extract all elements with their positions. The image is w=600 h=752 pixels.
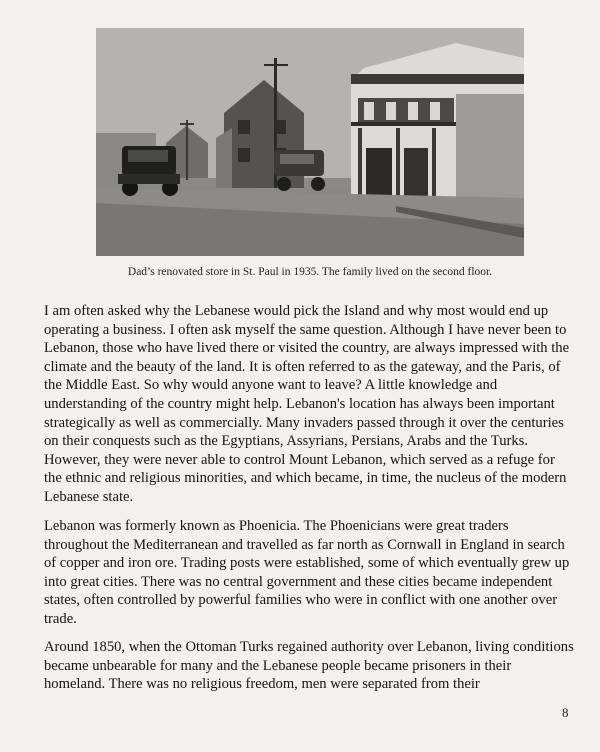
historic-street-photo-icon bbox=[96, 28, 524, 256]
page-number: 8 bbox=[562, 705, 569, 720]
photo-caption: Dad’s renovated store in St. Paul in 1935. The family lived on the second floor. bbox=[127, 266, 493, 278]
paragraph-2: Lebanon was formerly known as Phoenicia. The Phoenicians were great traders throughout the Mediterranean and travelled as far north as Cornwall in England in search of copper and iron ore. Trading posts were established, some of which eventually grew up into great cities. There was no central government and these cities became independent states, often controlled by powerful families who were in conflict with one another over trade. bbox=[44, 518, 570, 627]
paragraph-1: I am often asked why the Lebanese would pick the Island and why most would end up operating a business. I often ask myself the same question. Although I have never been to Lebanon, those who have lived there or visited the country, are always impressed with the climate and the beauty of the land. It is often referred to as the gateway, and the Paris, of the Middle East. So why would anyone want to leave? A little knowledge and understanding of the country might help. Lebanon's location has always been important strategically as well as commercially. Many invaders passed through it over the centuries on their conquests such as the Egyptians, Assyrians, Persians, Arabs and the Turks. However, they were never able to control Mount Lebanon, which served as a refuge for the ethnic and religious minorities, and which became, in time, the nucleus of the modern Lebanese state. bbox=[44, 303, 570, 505]
store-photo bbox=[96, 28, 524, 256]
paragraph-3: Around 1850, when the Ottoman Turks regained authority over Lebanon, living conditions became unbearable for many and the Lebanese people became prisoners in their homeland. There was no religious freedom, men were separated from their bbox=[44, 639, 574, 693]
